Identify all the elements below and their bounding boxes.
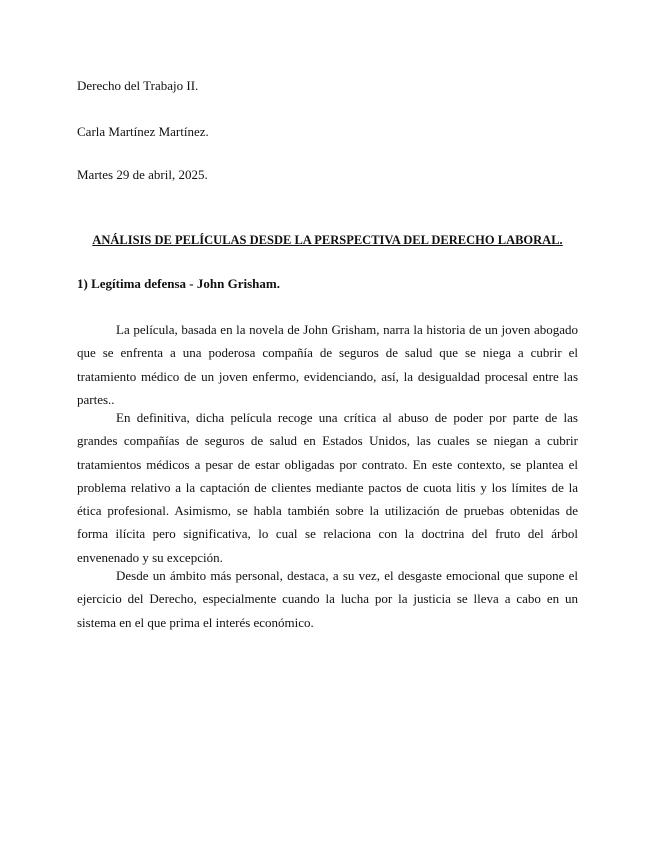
document-date: Martes 29 de abril, 2025.: [77, 167, 208, 182]
author-name: Carla Martínez Martínez.: [77, 124, 209, 139]
document-title: ANÁLISIS DE PELÍCULAS DESDE LA PERSPECTIVA DEL DERECHO LABORAL.: [92, 233, 563, 247]
course-name: Derecho del Trabajo II.: [77, 78, 199, 93]
paragraph-2: En definitiva, dicha película recoge una crítica al abuso de poder por parte de las grandes compañías de seguros de salud en Estados Unidos, las cuales se niegan a cubrir tratamientos médicos a pesar de estar obligadas por contrato. En este contexto, se plantea el problema relativo a la captación de clientes mediante pactos de cuota litis y los límites de la ética profesional. Asimismo, se habla también sobre la utilización de pruebas obtenidas de forma ilícita pero significativa, lo cual se relaciona con la doctrina del fruto del árbol envenenado y su excepción.: [77, 410, 578, 565]
section-heading: 1) Legítima defensa - John Grisham.: [77, 276, 280, 291]
paragraph-1: La película, basada en la novela de John Grisham, narra la historia de un joven abogado que se enfrenta a una poderosa compañía de seguros de salud que se niega a cubrir el tratamiento médico de un joven enfermo, evidenciando, así, la desigualdad procesal entre las partes..: [77, 322, 578, 407]
paragraph-3: Desde un ámbito más personal, destaca, a su vez, el desgaste emocional que supone el ejercicio del Derecho, especialmente cuando la lucha por la justicia se lleva a cabo en un sistema en el que prima el interés económico.: [77, 568, 578, 630]
